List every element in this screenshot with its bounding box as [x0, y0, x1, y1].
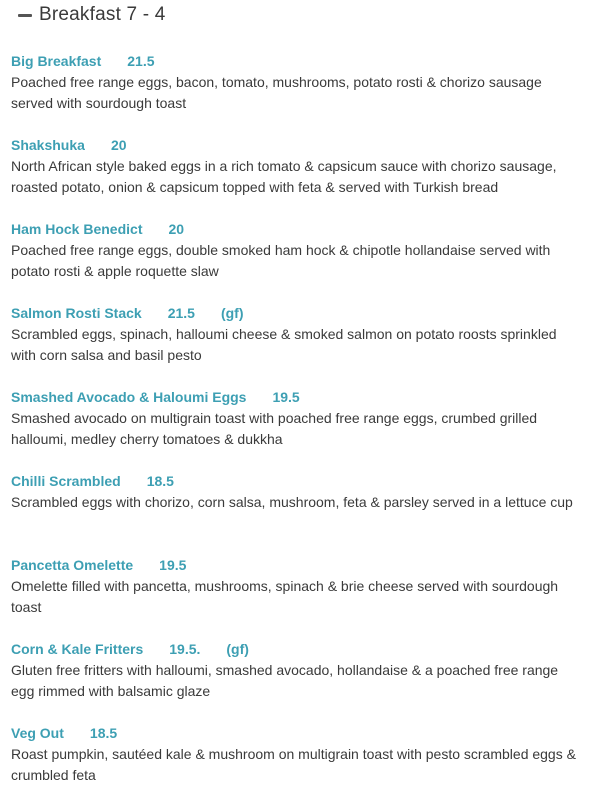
menu-item-name: Corn & Kale Fritters — [11, 641, 144, 657]
section-header[interactable] — [18, 2, 166, 28]
menu-item-header — [11, 51, 586, 72]
menu-item-name: Big Breakfast — [11, 53, 102, 69]
menu-item — [11, 723, 586, 803]
menu-item-price: 19.5 — [159, 557, 187, 573]
menu-item-header — [11, 135, 586, 156]
menu-item-price: 18.5 — [89, 725, 118, 741]
menu-item-name: Pancetta Omelette — [11, 557, 134, 573]
menu-item-description: Poached free range eggs, double smoked ham hock & chipotle hollandaise served with potato rosti & apple roquette slaw — [11, 242, 551, 279]
menu-item-header — [11, 387, 586, 408]
menu-item-description: Scrambled eggs, spinach, halloumi cheese & smoked salmon on potato roosts sprinkled with corn salsa and basil pesto — [11, 326, 557, 363]
menu-item-description: Smashed avocado on multigrain toast with poached free range eggs, crumbed grilled halloumi, medley cherry tomatoes & dukkha — [11, 410, 538, 447]
dietary-tag: (gf) — [226, 641, 249, 657]
menu-item-description: Gluten free fritters with halloumi, smashed avocado, hollandaise & a poached free range egg rimmed with balsamic glaze — [11, 662, 559, 699]
menu-item-header — [11, 639, 586, 660]
menu-item-header — [11, 303, 586, 324]
menu-item-price: 21.5 — [127, 53, 155, 69]
menu-item-name: Veg Out — [11, 725, 64, 741]
menu-item-name: Salmon Rosti Stack — [11, 305, 142, 321]
menu-item-header — [11, 471, 586, 492]
menu-item-price: 19.5. — [169, 641, 201, 657]
menu-item-header — [11, 219, 586, 240]
menu-item-price: 21.5 — [167, 305, 195, 321]
menu-item — [11, 555, 586, 639]
menu-item-description: North African style baked eggs in a rich tomato & capsicum sauce with chorizo sausage, roasted potato, onion & capsicum topped with feta & served with Turkish bread — [11, 158, 557, 195]
menu-item-name: Shakshuka — [11, 137, 85, 153]
menu-item-price: 18.5 — [146, 473, 174, 489]
minus-icon[interactable] — [18, 14, 32, 17]
menu-item-price: 20 — [110, 137, 127, 153]
menu-item — [11, 471, 586, 555]
menu-item-name: Ham Hock Benedict — [11, 221, 143, 237]
menu-item-price: 20 — [168, 221, 185, 237]
menu-item — [11, 219, 586, 303]
menu-item — [11, 303, 586, 387]
menu-list — [11, 51, 586, 803]
menu-item — [11, 135, 586, 219]
menu-item — [11, 387, 586, 471]
dietary-tag: (gf) — [220, 305, 244, 321]
menu-item-header — [11, 555, 586, 576]
section-title: Breakfast 7 - 4 — [39, 4, 166, 25]
menu-item-description: Roast pumpkin, sautéed kale & mushroom on multigrain toast with pesto scrambled eggs & crumbled feta — [11, 746, 576, 783]
menu-item-description: Omelette filled with pancetta, mushrooms, spinach & brie cheese served with sourdough toast — [11, 578, 559, 615]
menu-item-price: 19.5 — [272, 389, 300, 405]
menu-item — [11, 51, 586, 135]
menu-item-header — [11, 723, 586, 744]
menu-item-name: Chilli Scrambled — [11, 473, 121, 489]
menu-item-description: Poached free range eggs, bacon, tomato, mushrooms, potato rosti & chorizo sausage served with sourdough toast — [11, 74, 542, 111]
menu-item-name: Smashed Avocado & Haloumi Eggs — [11, 389, 247, 405]
menu-item — [11, 639, 586, 723]
menu-item-description: Scrambled eggs with chorizo, corn salsa, mushroom, feta & parsley served in a lettuce cup — [11, 494, 573, 510]
